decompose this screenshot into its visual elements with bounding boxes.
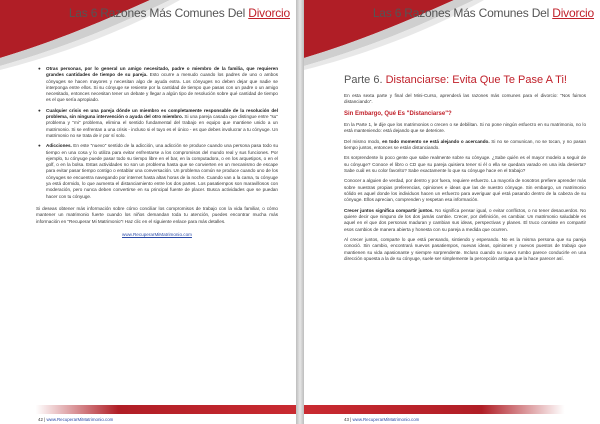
bullet-list xyxy=(36,66,278,200)
right-page xyxy=(304,0,600,424)
bullet-icon: ● xyxy=(38,66,41,71)
bullet-icon: ● xyxy=(38,143,41,149)
list-item xyxy=(36,108,278,139)
site-link[interactable]: www.RecuperarMiMatrimonio.com xyxy=(122,231,192,237)
paragraph-text: Del mismo modo, xyxy=(344,138,383,144)
bullet-bold-text: Adicciones. xyxy=(46,143,72,149)
footer-text xyxy=(344,417,419,422)
page-footer xyxy=(0,402,296,424)
book-gutter xyxy=(296,0,304,424)
paragraph-text: No significa pensar igual, o evitar conflictos, o no tener desacuerdos. No quiere decir que ninguno de los dos jamás cambie. Crecer, por definición, es cambiar. Un matrimonio saludable es aquel en el que dos personas maduran y cambian sus ideas, perspectivas y planes. El truco consiste en compartir esos cambios de manera abierta y honesta con su pareja a medida que ocurren. xyxy=(344,207,586,232)
bullet-text: Esto ocurre a menudo cuando los padres de uno o ambos cónyuges se hacen mayores y necesitan algo de ayuda extra. Los cónyuges no deben dejar que nadie se interponga entre ellos. Si su cónyuge se resiente por la cantidad de tiempo que pasas con un padre o un amigo necesitado, entonces necesitan tener un debate y llegar a algún tipo de resolución sobre qué cantidad de tiempo es el que sería apropiado. xyxy=(46,72,278,103)
left-page xyxy=(0,0,296,424)
footer-separator: | xyxy=(42,417,47,422)
closing-paragraph: Si deseas obtener más información sobre cómo conciliar los compromisos de trabajo con la vida familiar, o cómo mantener un matrimonio fuerte cuando los niños demandan toda tu atención, puedes encontrar mucha más información en "Recuperar Mi Matrimonio"! Haz clic en el siguiente enlace para más detalles. xyxy=(36,205,278,224)
footer-url[interactable]: www.RecuperarMiMatrimonio.com xyxy=(352,417,420,422)
footer-bar xyxy=(0,405,296,414)
footer-url[interactable]: www.RecuperarMiMatrimonio.com xyxy=(46,417,114,422)
bullet-icon: ● xyxy=(38,107,41,113)
left-page-content xyxy=(36,66,278,238)
paragraph: En la Parte 1, le dije que los matrimonios o crecen o se debilitan. Si no pone ningún esfuerzo en su matrimonio, no lo está manteniendo: está dejando que se deteriore. xyxy=(344,121,586,134)
page-header xyxy=(373,6,594,20)
page-number: 42 xyxy=(38,417,43,422)
header-highlight: Divorcio xyxy=(248,6,290,20)
right-page-content xyxy=(344,74,586,267)
bullet-text: En este "nuevo" sentido de la adicción, una adicción se produce cuando una persona pasa todo su tiempo en una cosa y lo utiliza para evitar enfrentarse a los compromisos del mundo real y sus funciones. Por ejemplo, tu cónyuge puede pasar todo su tiempo libre en el bar, en la computadora, o en los arquetipos, o en el golf, o en la bolsa. Estas actividades no son un problema hasta que se convierten en un mecanismo de escape para evitar pasar tiempo contigo o entablar una conversación. Un problema común se produce cuando uno de los cónyuges se encuentra navegando por internet hasta altas horas de la noche. Cuando van a la cama, tu cónyuge ya está dormido, lo que aumenta el distanciamiento entre los dos partes. Los pasatiempos son maravillosos con moderación, pero nunca deben convertirse en su principal fuente de placer. Busca actividades que se puedan hacer con tu cónyuge. xyxy=(46,143,278,199)
paragraph: Conocer a alguien de verdad, por dentro y por fuera, requiere esfuerzo. La mayoría de nosotros prefiere aprender más sobre nuestras propias preferencias, opiniones e ideas que las de nuestro cónyuge. Sin embargo, un matrimonio sólido es aquel donde los individuos hacen un esfuerzo para averiguar qué está pasando dentro de la cabeza de su cónyuge. Ellos aprecian, comprenden y respetan esa información. xyxy=(344,178,586,203)
paragraph: Al crecer juntos, comparte lo que está pensando, sintiendo y esperando. No es la misma persona que su pareja conoció. Sin cambio, encontrará nuevos pasatiempos, nuevas ideas, opiniones y nuevos puestos de trabajo que mantienen su vida apasionante y siempre sorprendente. Incluso cuando su nuevo rumbo parece conducirle en una dirección opuesta a la de su cónyuge, suele ser simplemente la percepción antigua que la hace parecer así. xyxy=(344,237,586,262)
page-header xyxy=(69,6,290,20)
subheading: Sin Embargo, Qué Es "Distanciarse"? xyxy=(344,110,452,117)
section-title xyxy=(344,74,586,87)
section-title-highlight: Distanciarse: Evita Que Te Pase A Ti! xyxy=(385,74,567,86)
header-prefix: Las 6 Razones Más Comunes Del xyxy=(68,6,246,20)
page-number: 43 xyxy=(344,417,349,422)
paragraph xyxy=(344,208,586,233)
footer-bar xyxy=(304,405,600,414)
footer-separator: | xyxy=(348,417,353,422)
header-highlight: Divorcio xyxy=(552,6,594,20)
intro-paragraph: En esta sexta parte y final del Mini-Curso, aprenderá las razones más comunes para el divorcio: "Nos fuimos distanciando". xyxy=(344,93,586,105)
bullet-bold-text: Otras personas, por lo general un amigo necesitado, padre o miembro de la familia, que requieren grandes cantidades de tiempo de su pareja. xyxy=(46,66,278,78)
page-footer xyxy=(304,402,600,424)
paragraph-text: Si no se comunican, no se tocan, y no pasan tiempo juntos, entonces se están distanciando. xyxy=(344,138,587,150)
bullet-bold-text: Cualquier crisis en una pareja dónde un miembro es completamente responsable de la resolución del problema, sin ninguna intervención o ayuda del otro miembro. xyxy=(46,107,278,120)
section-title-prefix: Parte 6. xyxy=(344,74,383,86)
paragraph xyxy=(344,139,586,152)
paragraph: Es sorprendente lo poco gente que sabe realmente sobre su cónyuge. ¿Sabe quién es el mayor modelo a seguir de su cónyuge? Conoce el libro o CD que su pareja quisiera tener si él o ella se quedara varado en una isla desierta? Sabe cuál es su color favorito? Sabe exactamente lo que su cónyuge hace en el trabajo? xyxy=(344,155,586,173)
list-item xyxy=(36,66,278,104)
footer-text xyxy=(38,417,113,422)
header-prefix: Las 6 Razones Más Comunes Del xyxy=(372,6,550,20)
paragraph-bold-text: en todo momento se está alejando o acercando. xyxy=(382,138,490,144)
paragraph-bold-text: Crecer juntos significa compartir juntos. xyxy=(344,207,434,213)
list-item xyxy=(36,143,278,200)
bullet-text: Si una pareja casada que distingue entre "su" problema y "mi" problema, elimina el sentido fundamental del trabajo en equipo que mantiene unido a un matrimonio. Si se enfrentan a una crisis - incluso si el tuyo es el único - es que debes involucrar a tu cónyuge. Un matrimonio no se trata de ir por sí solo. xyxy=(46,114,278,138)
